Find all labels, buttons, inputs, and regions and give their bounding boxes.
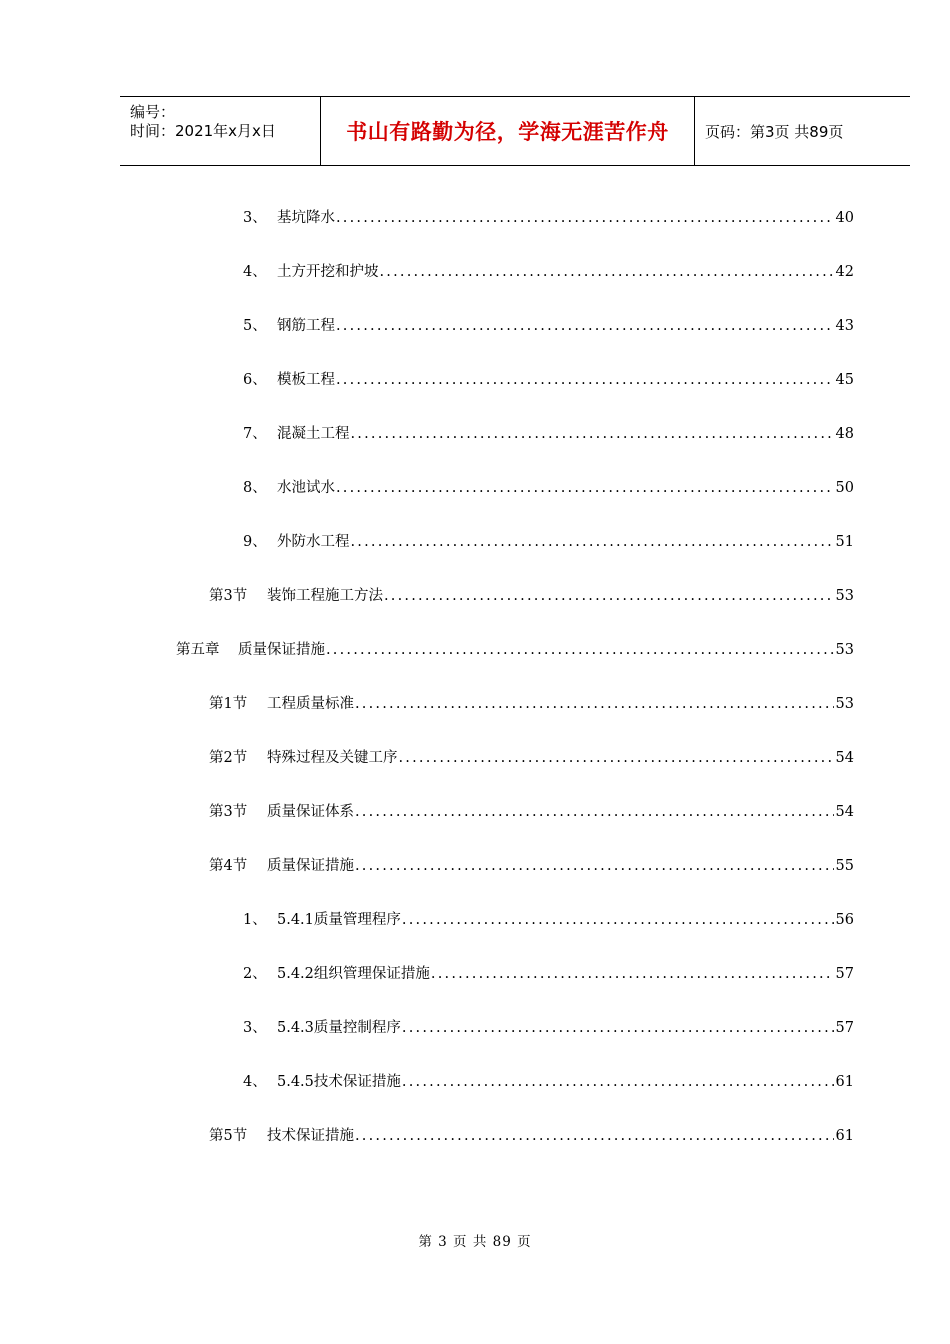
toc-entry-number: 3、 xyxy=(243,210,267,226)
toc-entry-number: 第3节 xyxy=(209,588,248,604)
toc-leader-dots xyxy=(431,964,834,984)
toc-entry[interactable] xyxy=(176,640,854,660)
page-footer: 第 3 页 共 89 页 xyxy=(418,1234,532,1250)
toc-leader-dots xyxy=(336,316,834,336)
toc-entry-number: 9、 xyxy=(243,534,267,550)
toc-entry-number: 第5节 xyxy=(209,1128,248,1144)
toc-entry-number: 第五章 xyxy=(176,642,220,658)
toc-leader-dots xyxy=(355,694,834,714)
toc-entry-number: 5、 xyxy=(243,318,267,334)
toc-entry-title: 5.4.1质量管理程序 xyxy=(277,912,401,928)
toc-entry-page: 48 xyxy=(835,426,854,442)
toc-entry-title: 质量保证体系 xyxy=(267,804,354,820)
toc-leader-dots xyxy=(402,1018,834,1038)
toc-entry-page: 61 xyxy=(835,1074,854,1090)
toc-leader-dots xyxy=(336,208,834,228)
document-number-label: 编号： xyxy=(130,103,176,121)
toc-leader-dots xyxy=(384,586,834,606)
toc-entry-number: 4、 xyxy=(243,264,267,280)
toc-leader-dots xyxy=(402,1072,834,1092)
toc-entry-title: 水池试水 xyxy=(277,480,335,496)
toc-entry-title: 工程质量标准 xyxy=(267,696,354,712)
toc-entry-title: 质量保证措施 xyxy=(267,858,354,874)
toc-entry[interactable] xyxy=(243,208,854,228)
toc-leader-dots xyxy=(351,532,834,552)
toc-entry-number: 6、 xyxy=(243,372,267,388)
toc-entry-page: 54 xyxy=(835,750,854,766)
toc-entry[interactable] xyxy=(243,262,854,282)
toc-entry-title: 质量保证措施 xyxy=(238,642,325,658)
toc-entry-number: 2、 xyxy=(243,966,267,982)
toc-entry[interactable] xyxy=(243,1072,854,1092)
toc-entry-page: 42 xyxy=(835,264,854,280)
toc-entry-page: 51 xyxy=(835,534,854,550)
header-meta-cell xyxy=(120,97,321,165)
toc-entry-page: 50 xyxy=(835,480,854,496)
toc-leader-dots xyxy=(336,478,834,498)
toc-entry-title: 外防水工程 xyxy=(277,534,350,550)
toc-entry[interactable] xyxy=(209,856,854,876)
toc-entry[interactable] xyxy=(209,1126,854,1146)
toc-entry-number: 第1节 xyxy=(209,696,248,712)
toc-entry-title: 基坑降水 xyxy=(277,210,335,226)
toc-entry[interactable] xyxy=(243,910,854,930)
toc-entry[interactable] xyxy=(243,1018,854,1038)
toc-entry[interactable] xyxy=(243,370,854,390)
toc-leader-dots xyxy=(402,910,834,930)
toc-entry[interactable] xyxy=(209,694,854,714)
toc-leader-dots xyxy=(355,1126,834,1146)
toc-entry-page: 54 xyxy=(835,804,854,820)
toc-entry-number: 1、 xyxy=(243,912,267,928)
toc-entry[interactable] xyxy=(243,532,854,552)
toc-entry-title: 钢筋工程 xyxy=(277,318,335,334)
toc-entry-number: 8、 xyxy=(243,480,267,496)
toc-entry[interactable] xyxy=(209,586,854,606)
toc-entry-page: 43 xyxy=(835,318,854,334)
toc-entry-page: 57 xyxy=(835,966,854,982)
toc-entry[interactable] xyxy=(243,424,854,444)
toc-entry-page: 53 xyxy=(835,696,854,712)
toc-entry-page: 40 xyxy=(835,210,854,226)
toc-entry-page: 53 xyxy=(835,642,854,658)
document-time-label: 时间：2021年x月x日 xyxy=(130,122,276,140)
toc-entry-page: 45 xyxy=(835,372,854,388)
page-header xyxy=(120,96,910,166)
toc-entry[interactable] xyxy=(209,802,854,822)
toc-entry-title: 5.4.5技术保证措施 xyxy=(277,1074,401,1090)
header-motto: 书山有路勤为径，学海无涯苦作舟 xyxy=(321,97,695,165)
toc-entry-number: 第4节 xyxy=(209,858,248,874)
toc-leader-dots xyxy=(336,370,834,390)
toc-entry-title: 特殊过程及关键工序 xyxy=(267,750,398,766)
toc-entry-page: 61 xyxy=(835,1128,854,1144)
toc-entry-title: 土方开挖和护坡 xyxy=(277,264,379,280)
toc-leader-dots xyxy=(355,802,834,822)
toc-leader-dots xyxy=(351,424,834,444)
toc-entry-page: 57 xyxy=(835,1020,854,1036)
toc-entry-number: 3、 xyxy=(243,1020,267,1036)
toc-entry-page: 55 xyxy=(835,858,854,874)
toc-entry-number: 4、 xyxy=(243,1074,267,1090)
toc-entry[interactable] xyxy=(243,316,854,336)
toc-entry-title: 技术保证措施 xyxy=(267,1128,354,1144)
toc-entry-number: 7、 xyxy=(243,426,267,442)
toc-entry-title: 5.4.2组织管理保证措施 xyxy=(277,966,430,982)
toc-entry[interactable] xyxy=(209,748,854,768)
toc-entry-page: 56 xyxy=(835,912,854,928)
toc-entry-number: 第3节 xyxy=(209,804,248,820)
toc-leader-dots xyxy=(380,262,834,282)
toc-entry-title: 模板工程 xyxy=(277,372,335,388)
toc-entry[interactable] xyxy=(243,478,854,498)
toc-leader-dots xyxy=(326,640,834,660)
toc-entry-page: 53 xyxy=(835,588,854,604)
toc-leader-dots xyxy=(399,748,834,768)
toc-entry-title: 5.4.3质量控制程序 xyxy=(277,1020,401,1036)
toc-leader-dots xyxy=(355,856,834,876)
toc-entry[interactable] xyxy=(243,964,854,984)
toc-entry-title: 混凝土工程 xyxy=(277,426,350,442)
toc-entry-title: 装饰工程施工方法 xyxy=(267,588,383,604)
header-page-info: 页码：第3页 共89页 xyxy=(705,122,844,141)
toc-entry-number: 第2节 xyxy=(209,750,248,766)
